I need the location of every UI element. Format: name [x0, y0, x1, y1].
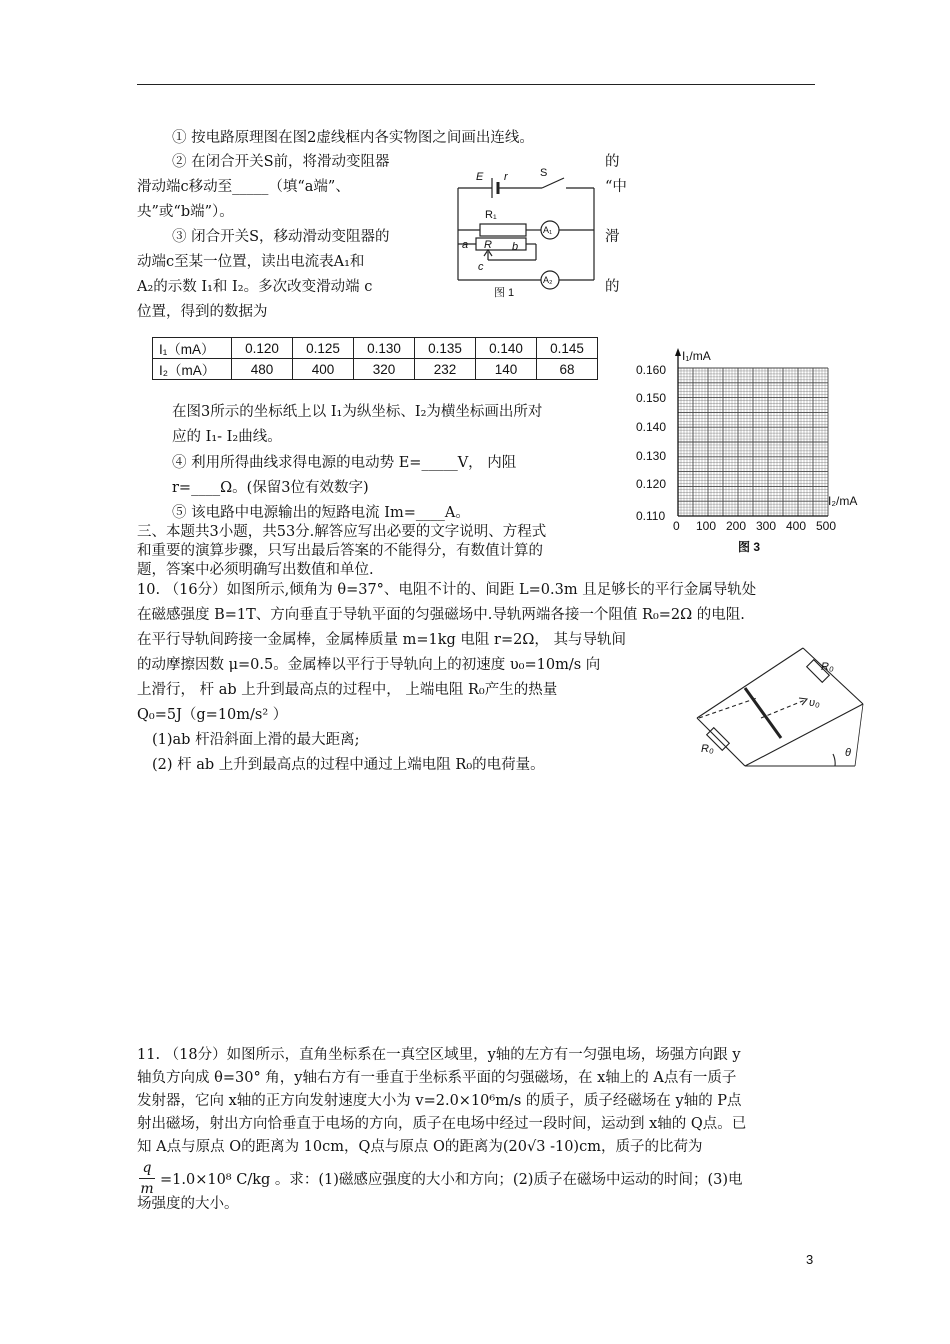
page-number: 3: [806, 1252, 814, 1267]
table-cell: 480: [232, 359, 293, 380]
table-cell: 0.130: [354, 338, 415, 359]
label-a: a: [462, 239, 469, 251]
label-b: b: [512, 241, 519, 253]
q10-sub-2: (2) 杆 ab 上升到最高点的过程中通过上端电阻 R₀的电荷量。: [152, 757, 545, 773]
q11-line: 知 A点与原点 O的距离为 10cm，Q点与原点 O的距离为(20√3 -10)cm，质子的比荷为: [137, 1139, 703, 1155]
item-3-line-b: 动端c至某一位置，读出电流表A₁和: [137, 254, 365, 270]
q11-line: 11. （18分）如图所示，直角坐标系在一真空区域里，y轴的左方有一匀强电场，场强方向跟 y: [137, 1047, 741, 1063]
section-3-line-b: 和重要的演算步骤，只写出最后答案的不能得分，有数值计算的: [137, 543, 543, 559]
x-tick: 100: [696, 519, 717, 533]
fig3-instruction-a: 在图3所示的坐标纸上以 I₁为纵坐标、I₂为横坐标画出所对: [172, 404, 543, 420]
label-R0-bottom: R₀: [701, 743, 714, 755]
figure-1-caption: 图 1: [494, 287, 515, 299]
table-cell: 140: [476, 359, 537, 380]
label-E: E: [476, 171, 484, 183]
table-row-label: I₁（mA）: [153, 338, 232, 359]
table-cell: 0.145: [537, 338, 598, 359]
item-3-line-d: 位置，得到的数据为: [137, 304, 268, 320]
q11-line: 发射器，它向 x轴的正方向发射速度大小为 v=2.0×10⁶m/s 的质子，质子经磁场在 y轴的 P点: [137, 1093, 742, 1109]
label-r: r: [504, 171, 508, 183]
item-2-line-a-end: 的: [605, 154, 620, 170]
q10-line: Q₀=5J（g=10m/s² ）: [137, 707, 288, 723]
table-row: [153, 359, 598, 380]
x-tick: 200: [726, 519, 747, 533]
header-rule: [137, 84, 815, 85]
q10-line: 在平行导轨间跨接一金属棒，金属棒质量 m=1kg 电阻 r=2Ω， 其与导轨间: [137, 632, 626, 648]
item-2-line-c: 央”或“b端”）。: [137, 204, 234, 220]
fig3-instruction-b: 应的 I₁- I₂曲线。: [172, 429, 282, 445]
graph-y-label: I₁/mA: [682, 349, 711, 363]
q10-line: 的动摩擦因数 μ=0.5。金属棒以平行于导轨向上的初速度 υ₀=10m/s 向: [137, 657, 601, 673]
y-tick: 0.110: [636, 509, 666, 523]
item-4-line-a: ④ 利用所得曲线求得电源的电动势 E=_____V， 内阻: [172, 455, 517, 471]
label-R1: R₁: [485, 209, 497, 221]
q10-sub-1: (1)ab 杆沿斜面上滑的最大距离;: [152, 732, 360, 748]
data-table: [152, 337, 598, 380]
table-cell: 68: [537, 359, 598, 380]
item-3-line-c: A₂的示数 I₁和 I₂。多次改变滑动端 c: [137, 279, 373, 295]
table-cell: 232: [415, 359, 476, 380]
label-v0: υ₀: [809, 697, 820, 709]
graph-paper-figure: [630, 340, 870, 560]
figure-3-caption: 图 3: [738, 540, 761, 554]
q11-line: 轴负方向成 θ=30° 角，y轴右方有一垂直于坐标系平面的匀强磁场，在 x轴上的 A点有一质子: [137, 1070, 737, 1086]
label-theta: θ: [845, 747, 851, 759]
section-3-line-c: 题，答案中必须明确写出数值和单位.: [137, 562, 374, 578]
q10-line: 10. （16分）如图所示,倾角为 θ=37°、电阻不计的、间距 L=0.3m 且足够长的平行金属导轨处: [137, 582, 757, 598]
label-A2: A₂: [543, 275, 553, 285]
item-3-line-c-end: 的: [605, 279, 620, 295]
y-tick: 0.160: [636, 363, 667, 377]
q11-line: 射出磁场，射出方向恰垂直于电场的方向，质子在电场中经过一段时间，运动到 x轴的 Q点。已: [137, 1116, 747, 1132]
incline-rails-figure: [685, 640, 870, 775]
label-A1: A₁: [543, 225, 553, 235]
table-cell: 0.125: [293, 338, 354, 359]
table-cell: 0.140: [476, 338, 537, 359]
table-cell: 400: [293, 359, 354, 380]
x-tick: 0: [673, 519, 680, 533]
x-tick: 400: [786, 519, 807, 533]
fraction-denominator: m: [140, 1181, 154, 1197]
fraction-bar: [139, 1178, 155, 1179]
label-R: R: [484, 239, 492, 251]
item-5: ⑤ 该电路中电源输出的短路电流 Im=____A。: [172, 505, 470, 521]
table-row-label: I₂（mA）: [153, 359, 232, 380]
q11-last: 场强度的大小。: [137, 1196, 239, 1212]
y-tick: 0.150: [636, 391, 667, 405]
section-3-line-a: 三、本题共3小题，共53分.解答应写出必要的文字说明、方程式: [137, 524, 547, 540]
q11-tail: =1.0×10⁸ C/kg 。求：(1)磁感应强度的大小和方向；(2)质子在磁场中运动的时间；(3)电: [160, 1172, 743, 1188]
table-row: [153, 338, 598, 359]
charge-mass-ratio-fraction: [139, 1160, 155, 1197]
table-cell: 0.120: [232, 338, 293, 359]
q10-line: 上滑行， 杆 ab 上升到最高点的过程中， 上端电阻 R₀产生的热量: [137, 682, 558, 698]
label-S: S: [540, 167, 548, 179]
item-3-line-a: ③ 闭合开关S，移动滑动变阻器的: [172, 229, 390, 245]
table-cell: 320: [354, 359, 415, 380]
y-tick: 0.130: [636, 449, 667, 463]
y-tick: 0.120: [636, 477, 667, 491]
q10-line: 在磁感强度 B=1T、方向垂直于导轨平面的匀强磁场中.导轨两端各接一个阻值 R₀=2Ω 的电阻.: [137, 607, 745, 623]
item-2-line-b-end: “中: [605, 179, 627, 195]
item-4-line-b: r=____Ω。(保留3位有效数字): [172, 480, 369, 496]
fraction-numerator: q: [142, 1160, 152, 1176]
item-2-line-a: ② 在闭合开关S前，将滑动变阻器: [172, 154, 390, 170]
circuit-diagram: [440, 160, 610, 300]
graph-x-label: I₂/mA: [828, 494, 858, 508]
y-tick: 0.140: [636, 420, 667, 434]
label-c: c: [478, 261, 484, 273]
label-R0-top: R₀: [821, 661, 834, 673]
item-2-line-b: 滑动端c移动至_____（填“a端”、: [137, 179, 350, 195]
table-cell: 0.135: [415, 338, 476, 359]
x-tick: 500: [816, 519, 837, 533]
x-tick: 300: [756, 519, 777, 533]
item-1: ① 按电路原理图在图2虚线框内各实物图之间画出连线。: [172, 130, 534, 146]
item-3-line-a-end: 滑: [605, 229, 620, 245]
